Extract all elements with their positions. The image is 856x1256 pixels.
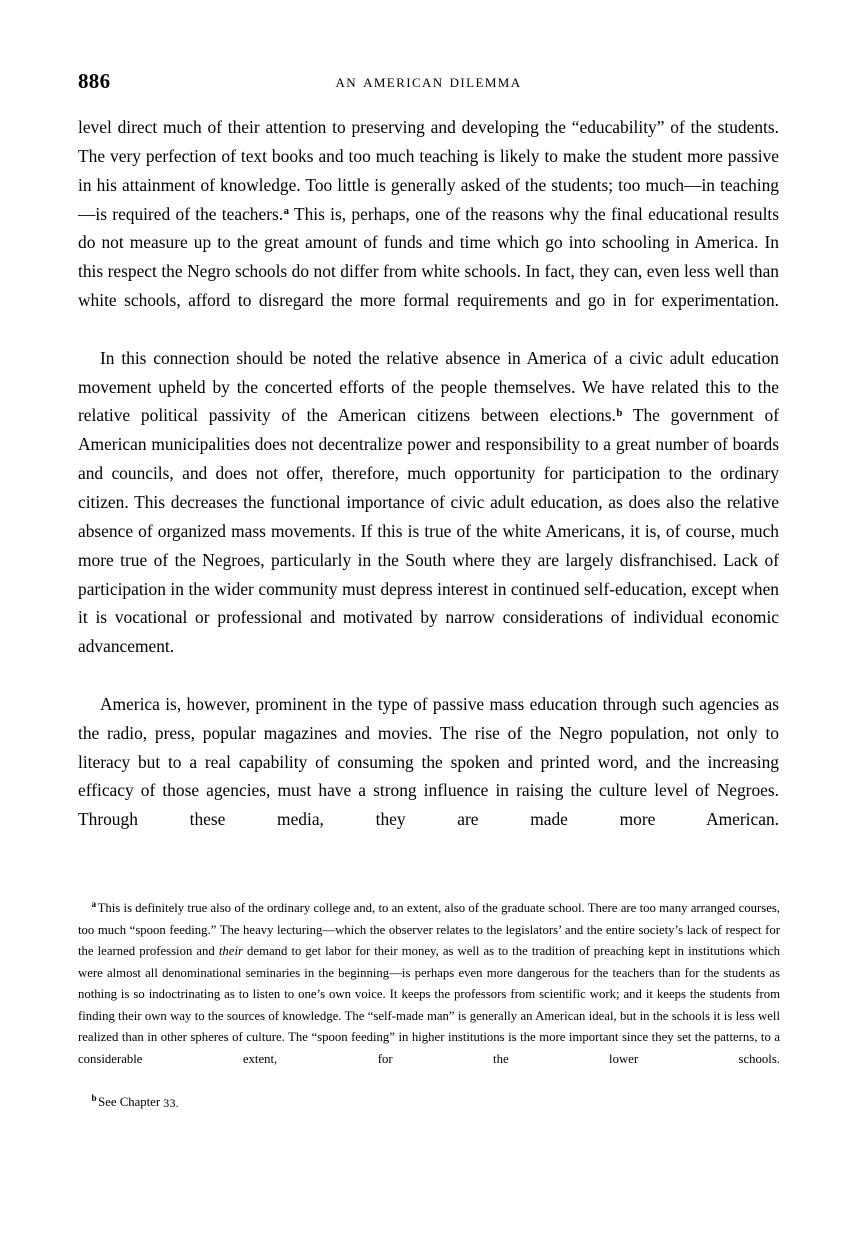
paragraph-text: In this connection should be noted the relative absence in America of a civic adult education movement upheld by the concerted efforts of the people themselves. We have related this to the relative political passivity of the American citizens between elections. <box>78 347 779 426</box>
footnote-entry <box>78 1092 780 1114</box>
book-title-header: an american dilemma <box>335 72 522 92</box>
footnote-label-a: a <box>91 899 97 910</box>
footnote-text-continued: demand to get labor for their money, as well as to the tradition of preaching kept in institutions which were almost all denominational seminaries in the beginning—is perhaps even more dangerous for the teachers than for the students as nothing is so indoctrinating as to listen to one’s own voice. It keeps the professors from scientific work; and it keeps the students from finding their own way to the sources of knowledge. The “self-made man” is generally an American ideal, but in the schools it is less well realized than in other spheres of culture. The “spoon feeding” in higher institutions is the more important since they set the patterns, to a considerable extent, for the lower schools. <box>78 944 780 1066</box>
chapter-reference: 33. <box>163 1095 179 1110</box>
body-paragraph <box>78 690 779 863</box>
body-paragraph <box>78 344 779 690</box>
body-text-column <box>78 113 779 863</box>
body-paragraph <box>78 113 779 344</box>
paragraph-text-continued: This is, perhaps, one of the reasons why the final educational results do not measure up to the great amount of funds and time which go into schooling in America. In this respect the Negro schools do not differ from white schools. In fact, they can, even less well than white schools, afford to disregard the more formal requirements and go in for experimentation. <box>78 203 779 311</box>
footnote-marker-b[interactable]: b <box>616 406 623 419</box>
footnote-text: See Chapter <box>98 1094 164 1109</box>
footnote-entry <box>78 898 780 1092</box>
footnote-block <box>78 898 780 1114</box>
footnote-text: This is definitely true also of the ordinary college and, to an extent, also of the graduate school. There are too many arranged courses, too much “spoon feeding.” The heavy lecturing—which the observer relates to the legislators’ and the entire society’s lack of respect for the learned profession and <box>78 901 780 959</box>
paragraph-text: level direct much of their attention to preserving and developing the “educability” of the students. The very perfection of text books and too much teaching is likely to make the student more passive in his attainment of knowledge. Too little is generally asked of the students; too much—in teaching—is required of the teachers. <box>78 117 779 224</box>
footnote-emphasis: their <box>218 944 243 959</box>
paragraph-text: America is, however, prominent in the type of passive mass education through such agencies as the radio, press, popular magazines and movies. The rise of the Negro population, not only to literacy but to a real capability of consuming the spoken and printed word, and the increasing efficacy of those agencies, must have a strong influence in raising the culture level of Negroes. Through these media, they are made more American. <box>78 693 779 830</box>
page-number: 886 <box>78 69 111 93</box>
running-head <box>78 68 779 98</box>
paragraph-text-continued: The government of American municipalities does not decentralize power and responsibility to a great number of boards and councils, and does not offer, therefore, much opportunity for participation to the ordinary citizen. This decreases the functional importance of civic adult education, as does also the relative absence of organized mass movements. If this is true of the white Americans, it is, of course, much more true of the Negroes, particularly in the South where they are largely disfranchised. Lack of participation in the wider community must depress interest in continued self-education, except when it is vocational or professional and motivated by narrow considerations of individual economic advancement. <box>78 405 779 657</box>
footnote-marker-a[interactable]: a <box>283 204 289 217</box>
footnote-label-b: b <box>91 1093 97 1104</box>
